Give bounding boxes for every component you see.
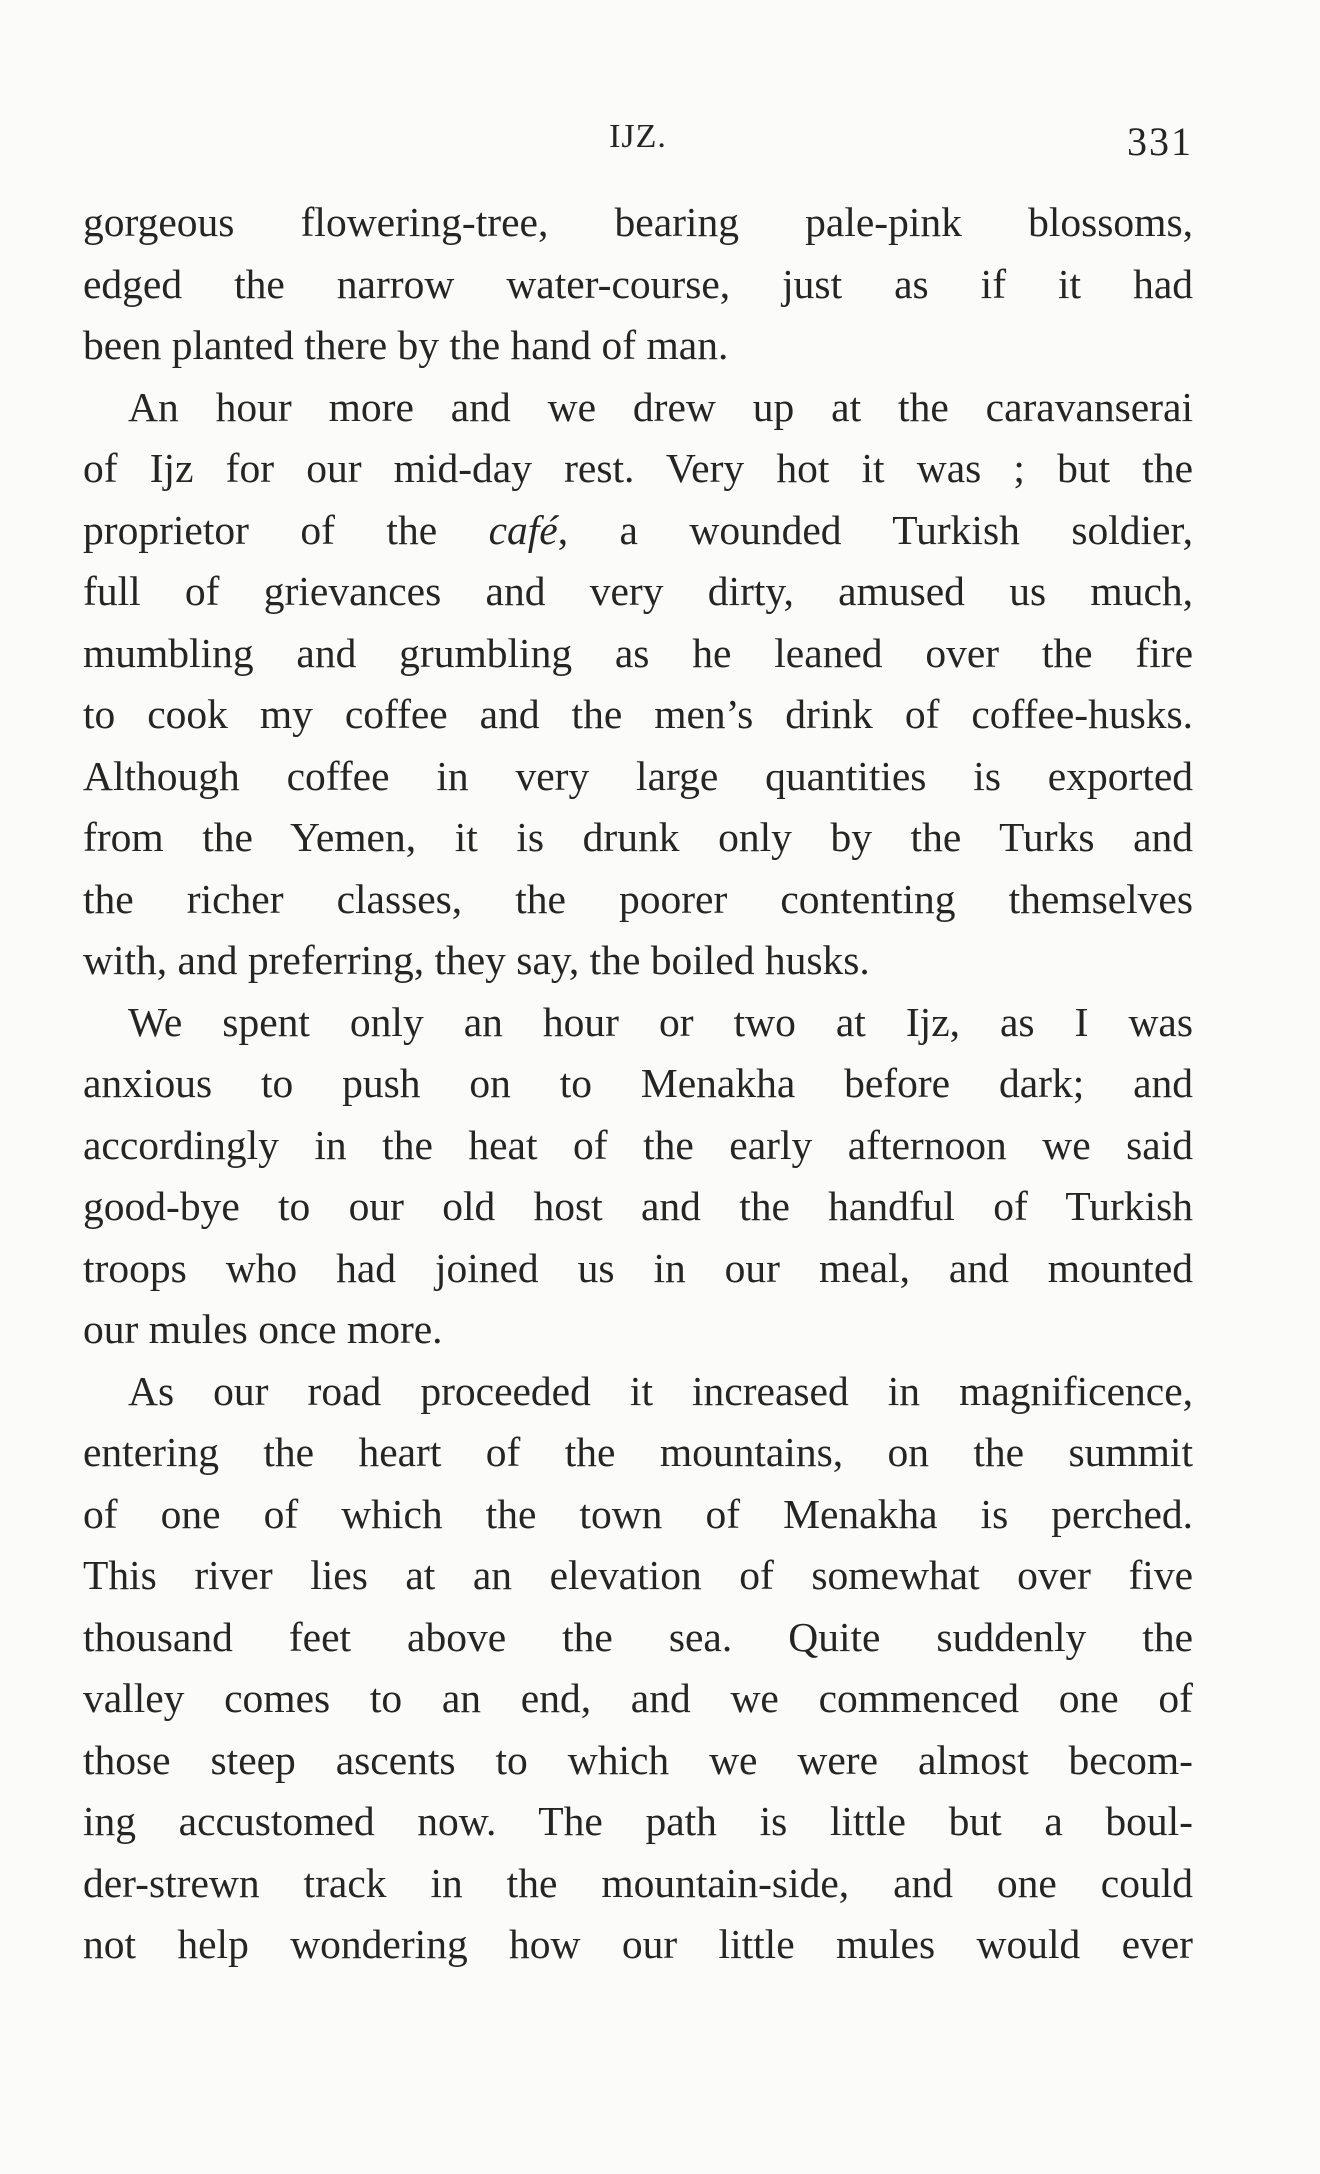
- text-line: An hour more and we drew up at the caravanserai: [128, 383, 1193, 430]
- text-line: Although coffee in very large quantities is exported: [83, 752, 1193, 799]
- text-line: from the Yemen, it is drunk only by the Turks and: [83, 814, 1193, 860]
- text-line: full of grievances and very dirty, amused us much,: [83, 568, 1193, 614]
- text-line: valley comes to an end, and we commenced one of: [83, 1675, 1193, 1721]
- text-line: been planted there by the hand of man.: [83, 322, 729, 368]
- text-line: edged the narrow water-course, just as if it had: [83, 260, 1193, 307]
- running-head: [83, 118, 1193, 170]
- text-line: those steep ascents to which we were almost becom-: [83, 1736, 1193, 1783]
- text-line: with, and preferring, they say, the boiled husks.: [83, 937, 870, 983]
- text-line: accordingly in the heat of the early afternoon we said: [83, 1121, 1193, 1168]
- text-line: ing accustomed now. The path is little but a boul-: [83, 1798, 1193, 1844]
- text-line: entering the heart of the mountains, on the summit: [83, 1429, 1193, 1475]
- text-line: the richer classes, the poorer contenting themselves: [83, 875, 1193, 922]
- text-line: gorgeous flowering-tree, bearing pale-pink blossoms,: [83, 199, 1193, 245]
- text-line: not help wondering how our little mules would ever: [83, 1921, 1193, 1967]
- text-line: der-strewn track in the mountain-side, and one could: [83, 1859, 1193, 1906]
- text-line: troops who had joined us in our meal, and mounted: [83, 1244, 1193, 1291]
- italic-word: café: [488, 506, 558, 553]
- text-line: our mules once more.: [83, 1306, 443, 1352]
- text-line: anxious to push on to Menakha before dark; and: [83, 1060, 1193, 1106]
- text-line: We spent only an hour or two at Ijz, as I was: [128, 998, 1193, 1045]
- body-text: [83, 192, 1193, 1976]
- running-title: IJZ.: [609, 118, 667, 155]
- text-line: As our road proceeded it increased in magnificence,: [128, 1367, 1193, 1414]
- text-line: This river lies at an elevation of somewhat over five: [83, 1552, 1193, 1598]
- text-line: proprietor of the café, a wounded Turkish soldier,: [83, 506, 1193, 553]
- text-line: of Ijz for our mid-day rest. Very hot it was ; but the: [83, 445, 1193, 491]
- text-line: of one of which the town of Menakha is perched.: [83, 1490, 1193, 1537]
- page-number: 331: [1127, 119, 1193, 164]
- text-line: mumbling and grumbling as he leaned over the fire: [83, 629, 1193, 676]
- text-line: thousand feet above the sea. Quite suddenly the: [83, 1613, 1193, 1660]
- book-page: [83, 118, 1193, 1976]
- text-line: good-bye to our old host and the handful of Turkish: [83, 1183, 1193, 1229]
- text-line: to cook my coffee and the men’s drink of coffee-husks.: [83, 691, 1193, 737]
